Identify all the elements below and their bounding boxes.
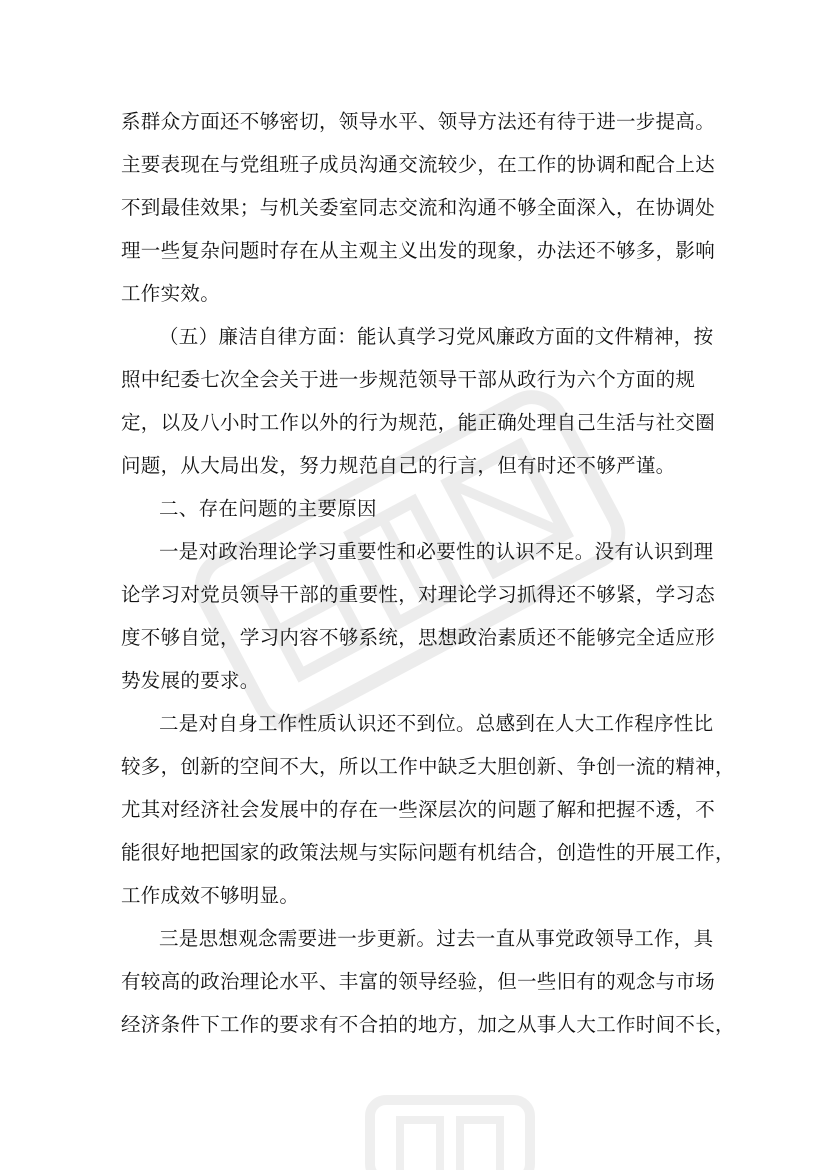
text-line: 主要表现在与党组班子成员沟通交流较少，在工作的协调和配合上达 xyxy=(121,153,716,176)
watermark-logo-partial xyxy=(360,1090,540,1170)
text-line: 能很好地把国家的政策法规与实际问题有机结合，创造性的开展工作， xyxy=(121,841,735,864)
section-heading: 二、存在问题的主要原因 xyxy=(159,497,377,520)
text-line: 定，以及八小时工作以外的行为规范，能正确处理自己生活与社交圈 xyxy=(121,411,716,434)
paragraph-start-line: 三是思想观念需要进一步更新。过去一直从事党政领导工作，具 xyxy=(159,927,714,950)
text-line: 论学习对党员领导干部的重要性，对理论学习抓得还不够紧，学习态 xyxy=(121,583,716,606)
text-line: 尤其对经济社会发展中的存在一些深层次的问题了解和把握不透，不 xyxy=(121,798,716,821)
text-line: 问题，从大局出发，努力规范自己的行言，但有时还不够严谨。 xyxy=(121,454,676,477)
text-line: 较多，创新的空间不大，所以工作中缺乏大胆创新、争创一流的精神， xyxy=(121,755,735,778)
body-text xyxy=(121,100,735,1046)
text-line: 经济条件下工作的要求有不合拍的地方，加之从事人大工作时间不长， xyxy=(121,1013,735,1036)
paragraph-start-line: （五）廉洁自律方面：能认真学习党风廉政方面的文件精神，按 xyxy=(159,325,714,348)
text-line: 照中纪委七次全会关于进一步规范领导干部从政行为六个方面的规 xyxy=(121,368,696,391)
paragraph-start-line: 一是对政治理论学习重要性和必要性的认识不足。没有认识到理 xyxy=(159,540,714,563)
text-line: 度不够自觉，学习内容不够系统，思想政治素质还不能够完全适应形 xyxy=(121,626,716,649)
text-line: 理一些复杂问题时存在从主观主义出发的现象，办法还不够多，影响 xyxy=(121,239,716,262)
text-line: 工作成效不够明显。 xyxy=(121,884,300,907)
text-line: 有较高的政治理论水平、丰富的领导经验，但一些旧有的观念与市场 xyxy=(121,970,716,993)
text-line: 势发展的要求。 xyxy=(121,669,260,692)
text-line: 工作实效。 xyxy=(121,282,221,305)
text-line: 系群众方面还不够密切，领导水平、领导方法还有待于进一步提高。 xyxy=(121,110,716,133)
paragraph-start-line: 二是对自身工作性质认识还不到位。总感到在人大工作程序性比 xyxy=(159,712,714,735)
text-line: 不到最佳效果；与机关委室同志交流和沟通不够全面深入，在协调处 xyxy=(121,196,716,219)
